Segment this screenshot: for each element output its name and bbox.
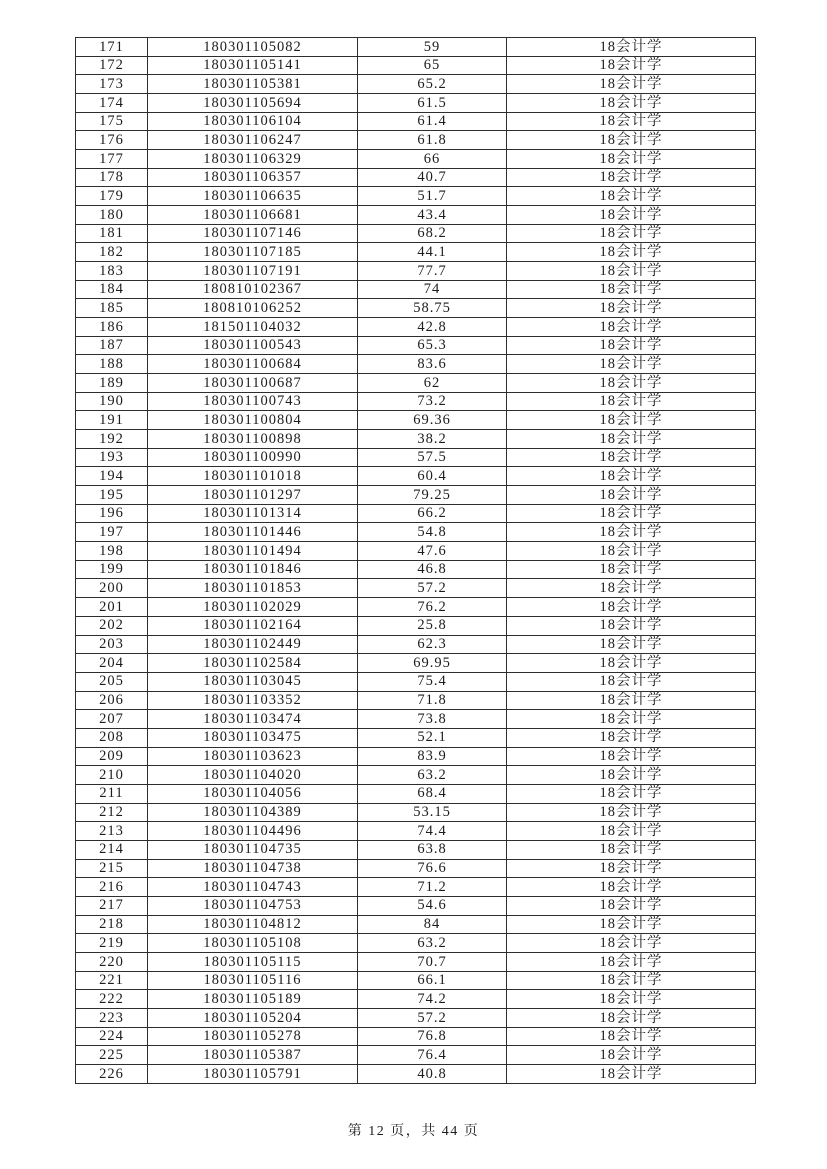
cell-major-class: 18会计学 (507, 560, 756, 579)
table-row (76, 187, 756, 206)
cell-score: 62 (358, 374, 507, 393)
cell-major-class: 18会计学 (507, 654, 756, 673)
cell-score: 76.2 (358, 598, 507, 617)
cell-major-class: 18会计学 (507, 691, 756, 710)
cell-score: 44.1 (358, 243, 507, 262)
cell-score: 63.8 (358, 840, 507, 859)
cell-student-id: 180301103623 (148, 747, 358, 766)
cell-student-id: 180301100804 (148, 411, 358, 430)
cell-score: 73.2 (358, 392, 507, 411)
cell-student-id: 180301105082 (148, 38, 358, 57)
cell-score: 68.2 (358, 224, 507, 243)
cell-major-class: 18会计学 (507, 112, 756, 131)
cell-score: 83.6 (358, 355, 507, 374)
cell-student-id: 180301104020 (148, 766, 358, 785)
cell-student-id: 180301101846 (148, 560, 358, 579)
cell-index: 182 (76, 243, 148, 262)
cell-index: 210 (76, 766, 148, 785)
cell-index: 184 (76, 280, 148, 299)
table-row (76, 262, 756, 281)
cell-student-id: 180301105108 (148, 934, 358, 953)
cell-major-class: 18会计学 (507, 710, 756, 729)
cell-student-id: 180301106247 (148, 131, 358, 150)
cell-index: 225 (76, 1046, 148, 1065)
table-row (76, 392, 756, 411)
cell-score: 51.7 (358, 187, 507, 206)
cell-major-class: 18会计学 (507, 598, 756, 617)
cell-score: 69.95 (358, 654, 507, 673)
table-row (76, 75, 756, 94)
cell-major-class: 18会计学 (507, 411, 756, 430)
cell-score: 65.3 (358, 336, 507, 355)
cell-student-id: 180301104389 (148, 803, 358, 822)
cell-index: 226 (76, 1064, 148, 1083)
cell-score: 77.7 (358, 262, 507, 281)
cell-student-id: 180301103045 (148, 672, 358, 691)
cell-major-class: 18会计学 (507, 896, 756, 915)
table-row (76, 318, 756, 337)
cell-index: 185 (76, 299, 148, 318)
cell-score: 69.36 (358, 411, 507, 430)
table-row (76, 840, 756, 859)
cell-score: 76.8 (358, 1027, 507, 1046)
cell-score: 70.7 (358, 952, 507, 971)
cell-major-class: 18会计学 (507, 822, 756, 841)
cell-index: 181 (76, 224, 148, 243)
cell-student-id: 180301100743 (148, 392, 358, 411)
table-row (76, 206, 756, 225)
cell-index: 222 (76, 990, 148, 1009)
table-row (76, 448, 756, 467)
table-row (76, 896, 756, 915)
cell-student-id: 180301105189 (148, 990, 358, 1009)
cell-index: 195 (76, 486, 148, 505)
cell-student-id: 180301106681 (148, 206, 358, 225)
cell-major-class: 18会计学 (507, 131, 756, 150)
cell-major-class: 18会计学 (507, 56, 756, 75)
cell-index: 198 (76, 542, 148, 561)
cell-score: 40.8 (358, 1064, 507, 1083)
cell-index: 186 (76, 318, 148, 337)
cell-major-class: 18会计学 (507, 542, 756, 561)
cell-score: 79.25 (358, 486, 507, 505)
cell-score: 47.6 (358, 542, 507, 561)
cell-index: 217 (76, 896, 148, 915)
table-row (76, 430, 756, 449)
cell-student-id: 180301101446 (148, 523, 358, 542)
cell-index: 193 (76, 448, 148, 467)
table-row (76, 1008, 756, 1027)
cell-score: 54.6 (358, 896, 507, 915)
cell-major-class: 18会计学 (507, 206, 756, 225)
cell-score: 59 (358, 38, 507, 57)
cell-score: 42.8 (358, 318, 507, 337)
table-row (76, 654, 756, 673)
cell-student-id: 180301105278 (148, 1027, 358, 1046)
cell-score: 40.7 (358, 168, 507, 187)
table-row (76, 355, 756, 374)
cell-score: 74.4 (358, 822, 507, 841)
cell-student-id: 180301107191 (148, 262, 358, 281)
table-row (76, 598, 756, 617)
cell-major-class: 18会计学 (507, 803, 756, 822)
cell-major-class: 18会计学 (507, 934, 756, 953)
cell-index: 178 (76, 168, 148, 187)
cell-index: 212 (76, 803, 148, 822)
cell-major-class: 18会计学 (507, 355, 756, 374)
cell-student-id: 180301100898 (148, 430, 358, 449)
cell-index: 191 (76, 411, 148, 430)
table-row (76, 112, 756, 131)
table-row (76, 803, 756, 822)
cell-index: 219 (76, 934, 148, 953)
table-row (76, 934, 756, 953)
cell-score: 57.5 (358, 448, 507, 467)
cell-major-class: 18会计学 (507, 915, 756, 934)
cell-score: 66 (358, 150, 507, 169)
cell-index: 220 (76, 952, 148, 971)
table-row (76, 243, 756, 262)
cell-major-class: 18会计学 (507, 971, 756, 990)
cell-score: 63.2 (358, 766, 507, 785)
cell-major-class: 18会计学 (507, 374, 756, 393)
cell-index: 207 (76, 710, 148, 729)
cell-index: 177 (76, 150, 148, 169)
cell-student-id: 180301106357 (148, 168, 358, 187)
cell-index: 204 (76, 654, 148, 673)
cell-major-class: 18会计学 (507, 224, 756, 243)
cell-student-id: 180301104743 (148, 878, 358, 897)
table-row (76, 672, 756, 691)
cell-index: 211 (76, 784, 148, 803)
cell-student-id: 180301103474 (148, 710, 358, 729)
cell-index: 203 (76, 635, 148, 654)
cell-score: 46.8 (358, 560, 507, 579)
table-row (76, 467, 756, 486)
cell-student-id: 180301106329 (148, 150, 358, 169)
table-row (76, 504, 756, 523)
cell-index: 183 (76, 262, 148, 281)
cell-student-id: 180301104496 (148, 822, 358, 841)
cell-major-class: 18会计学 (507, 38, 756, 57)
table-row (76, 915, 756, 934)
cell-major-class: 18会计学 (507, 467, 756, 486)
cell-student-id: 180301103352 (148, 691, 358, 710)
cell-score: 71.8 (358, 691, 507, 710)
table-row (76, 766, 756, 785)
cell-major-class: 18会计学 (507, 150, 756, 169)
cell-student-id: 180301104753 (148, 896, 358, 915)
score-table-body (76, 38, 756, 1084)
cell-major-class: 18会计学 (507, 579, 756, 598)
cell-index: 223 (76, 1008, 148, 1027)
cell-major-class: 18会计学 (507, 952, 756, 971)
cell-student-id: 180810106252 (148, 299, 358, 318)
cell-student-id: 180301101297 (148, 486, 358, 505)
cell-index: 215 (76, 859, 148, 878)
cell-student-id: 180301105381 (148, 75, 358, 94)
cell-student-id: 180301107146 (148, 224, 358, 243)
cell-major-class: 18会计学 (507, 635, 756, 654)
cell-student-id: 180301104738 (148, 859, 358, 878)
cell-score: 75.4 (358, 672, 507, 691)
cell-score: 76.6 (358, 859, 507, 878)
cell-student-id: 180301106635 (148, 187, 358, 206)
table-row (76, 971, 756, 990)
table-row (76, 952, 756, 971)
cell-index: 224 (76, 1027, 148, 1046)
cell-score: 52.1 (358, 728, 507, 747)
cell-index: 201 (76, 598, 148, 617)
table-row (76, 784, 756, 803)
table-row (76, 635, 756, 654)
cell-student-id: 180301104812 (148, 915, 358, 934)
cell-student-id: 180301101314 (148, 504, 358, 523)
table-row (76, 728, 756, 747)
table-row (76, 542, 756, 561)
cell-student-id: 180301102029 (148, 598, 358, 617)
cell-major-class: 18会计学 (507, 728, 756, 747)
cell-index: 208 (76, 728, 148, 747)
table-row (76, 280, 756, 299)
cell-score: 57.2 (358, 579, 507, 598)
cell-score: 61.5 (358, 94, 507, 113)
cell-index: 175 (76, 112, 148, 131)
cell-major-class: 18会计学 (507, 990, 756, 1009)
cell-student-id: 181501104032 (148, 318, 358, 337)
table-row (76, 38, 756, 57)
cell-student-id: 180301104735 (148, 840, 358, 859)
cell-index: 173 (76, 75, 148, 94)
cell-major-class: 18会计学 (507, 1064, 756, 1083)
cell-index: 188 (76, 355, 148, 374)
table-row (76, 1046, 756, 1065)
cell-index: 200 (76, 579, 148, 598)
table-row (76, 411, 756, 430)
cell-score: 61.8 (358, 131, 507, 150)
cell-index: 205 (76, 672, 148, 691)
cell-score: 54.8 (358, 523, 507, 542)
cell-score: 71.2 (358, 878, 507, 897)
cell-major-class: 18会计学 (507, 859, 756, 878)
cell-student-id: 180301103475 (148, 728, 358, 747)
table-row (76, 523, 756, 542)
cell-major-class: 18会计学 (507, 262, 756, 281)
cell-index: 187 (76, 336, 148, 355)
cell-index: 171 (76, 38, 148, 57)
cell-score: 73.8 (358, 710, 507, 729)
cell-score: 68.4 (358, 784, 507, 803)
table-row (76, 131, 756, 150)
cell-index: 214 (76, 840, 148, 859)
table-row (76, 56, 756, 75)
cell-major-class: 18会计学 (507, 430, 756, 449)
cell-major-class: 18会计学 (507, 336, 756, 355)
cell-major-class: 18会计学 (507, 168, 756, 187)
cell-score: 62.3 (358, 635, 507, 654)
cell-major-class: 18会计学 (507, 616, 756, 635)
table-row (76, 616, 756, 635)
cell-major-class: 18会计学 (507, 504, 756, 523)
table-row (76, 560, 756, 579)
cell-score: 58.75 (358, 299, 507, 318)
cell-major-class: 18会计学 (507, 1027, 756, 1046)
table-row (76, 299, 756, 318)
cell-student-id: 180301105694 (148, 94, 358, 113)
table-row (76, 224, 756, 243)
cell-index: 206 (76, 691, 148, 710)
table-row (76, 168, 756, 187)
table-row (76, 374, 756, 393)
table-row (76, 747, 756, 766)
cell-major-class: 18会计学 (507, 840, 756, 859)
cell-score: 61.4 (358, 112, 507, 131)
cell-index: 174 (76, 94, 148, 113)
table-row (76, 822, 756, 841)
cell-student-id: 180301101853 (148, 579, 358, 598)
cell-index: 189 (76, 374, 148, 393)
cell-student-id: 180301105141 (148, 56, 358, 75)
cell-score: 38.2 (358, 430, 507, 449)
table-row (76, 1064, 756, 1083)
cell-index: 197 (76, 523, 148, 542)
cell-student-id: 180301105204 (148, 1008, 358, 1027)
cell-student-id: 180301101018 (148, 467, 358, 486)
cell-student-id: 180301102164 (148, 616, 358, 635)
cell-student-id: 180301100684 (148, 355, 358, 374)
cell-major-class: 18会计学 (507, 243, 756, 262)
cell-score: 65.2 (358, 75, 507, 94)
cell-score: 84 (358, 915, 507, 934)
table-row (76, 859, 756, 878)
cell-index: 199 (76, 560, 148, 579)
cell-student-id: 180301105116 (148, 971, 358, 990)
cell-major-class: 18会计学 (507, 299, 756, 318)
cell-index: 176 (76, 131, 148, 150)
cell-index: 190 (76, 392, 148, 411)
cell-score: 63.2 (358, 934, 507, 953)
cell-major-class: 18会计学 (507, 187, 756, 206)
cell-major-class: 18会计学 (507, 280, 756, 299)
cell-major-class: 18会计学 (507, 1008, 756, 1027)
cell-index: 202 (76, 616, 148, 635)
cell-index: 216 (76, 878, 148, 897)
cell-index: 221 (76, 971, 148, 990)
score-table (75, 37, 756, 1084)
cell-major-class: 18会计学 (507, 486, 756, 505)
cell-major-class: 18会计学 (507, 766, 756, 785)
cell-student-id: 180301102584 (148, 654, 358, 673)
cell-index: 172 (76, 56, 148, 75)
table-row (76, 579, 756, 598)
cell-score: 60.4 (358, 467, 507, 486)
cell-index: 218 (76, 915, 148, 934)
table-row (76, 691, 756, 710)
cell-score: 25.8 (358, 616, 507, 635)
cell-score: 66.2 (358, 504, 507, 523)
cell-index: 179 (76, 187, 148, 206)
table-row (76, 94, 756, 113)
cell-score: 83.9 (358, 747, 507, 766)
table-row (76, 336, 756, 355)
cell-score: 65 (358, 56, 507, 75)
table-row (76, 710, 756, 729)
cell-student-id: 180301105387 (148, 1046, 358, 1065)
cell-major-class: 18会计学 (507, 392, 756, 411)
cell-index: 213 (76, 822, 148, 841)
cell-score: 43.4 (358, 206, 507, 225)
cell-score: 76.4 (358, 1046, 507, 1065)
cell-score: 66.1 (358, 971, 507, 990)
cell-index: 180 (76, 206, 148, 225)
cell-score: 53.15 (358, 803, 507, 822)
cell-student-id: 180301101494 (148, 542, 358, 561)
cell-student-id: 180301106104 (148, 112, 358, 131)
cell-major-class: 18会计学 (507, 672, 756, 691)
cell-index: 196 (76, 504, 148, 523)
cell-index: 194 (76, 467, 148, 486)
cell-student-id: 180301102449 (148, 635, 358, 654)
cell-major-class: 18会计学 (507, 1046, 756, 1065)
cell-major-class: 18会计学 (507, 448, 756, 467)
table-row (76, 150, 756, 169)
cell-score: 74.2 (358, 990, 507, 1009)
cell-student-id: 180301105115 (148, 952, 358, 971)
cell-major-class: 18会计学 (507, 784, 756, 803)
cell-student-id: 180301105791 (148, 1064, 358, 1083)
cell-student-id: 180810102367 (148, 280, 358, 299)
cell-score: 57.2 (358, 1008, 507, 1027)
page-number-footer: 第 12 页，共 44 页 (347, 1124, 480, 1139)
cell-index: 209 (76, 747, 148, 766)
cell-major-class: 18会计学 (507, 318, 756, 337)
cell-major-class: 18会计学 (507, 878, 756, 897)
cell-major-class: 18会计学 (507, 75, 756, 94)
cell-major-class: 18会计学 (507, 523, 756, 542)
cell-student-id: 180301104056 (148, 784, 358, 803)
cell-student-id: 180301100543 (148, 336, 358, 355)
table-row (76, 1027, 756, 1046)
table-row (76, 878, 756, 897)
cell-major-class: 18会计学 (507, 94, 756, 113)
table-row (76, 990, 756, 1009)
cell-student-id: 180301100990 (148, 448, 358, 467)
cell-index: 192 (76, 430, 148, 449)
cell-score: 74 (358, 280, 507, 299)
cell-student-id: 180301107185 (148, 243, 358, 262)
cell-major-class: 18会计学 (507, 747, 756, 766)
table-row (76, 486, 756, 505)
cell-student-id: 180301100687 (148, 374, 358, 393)
